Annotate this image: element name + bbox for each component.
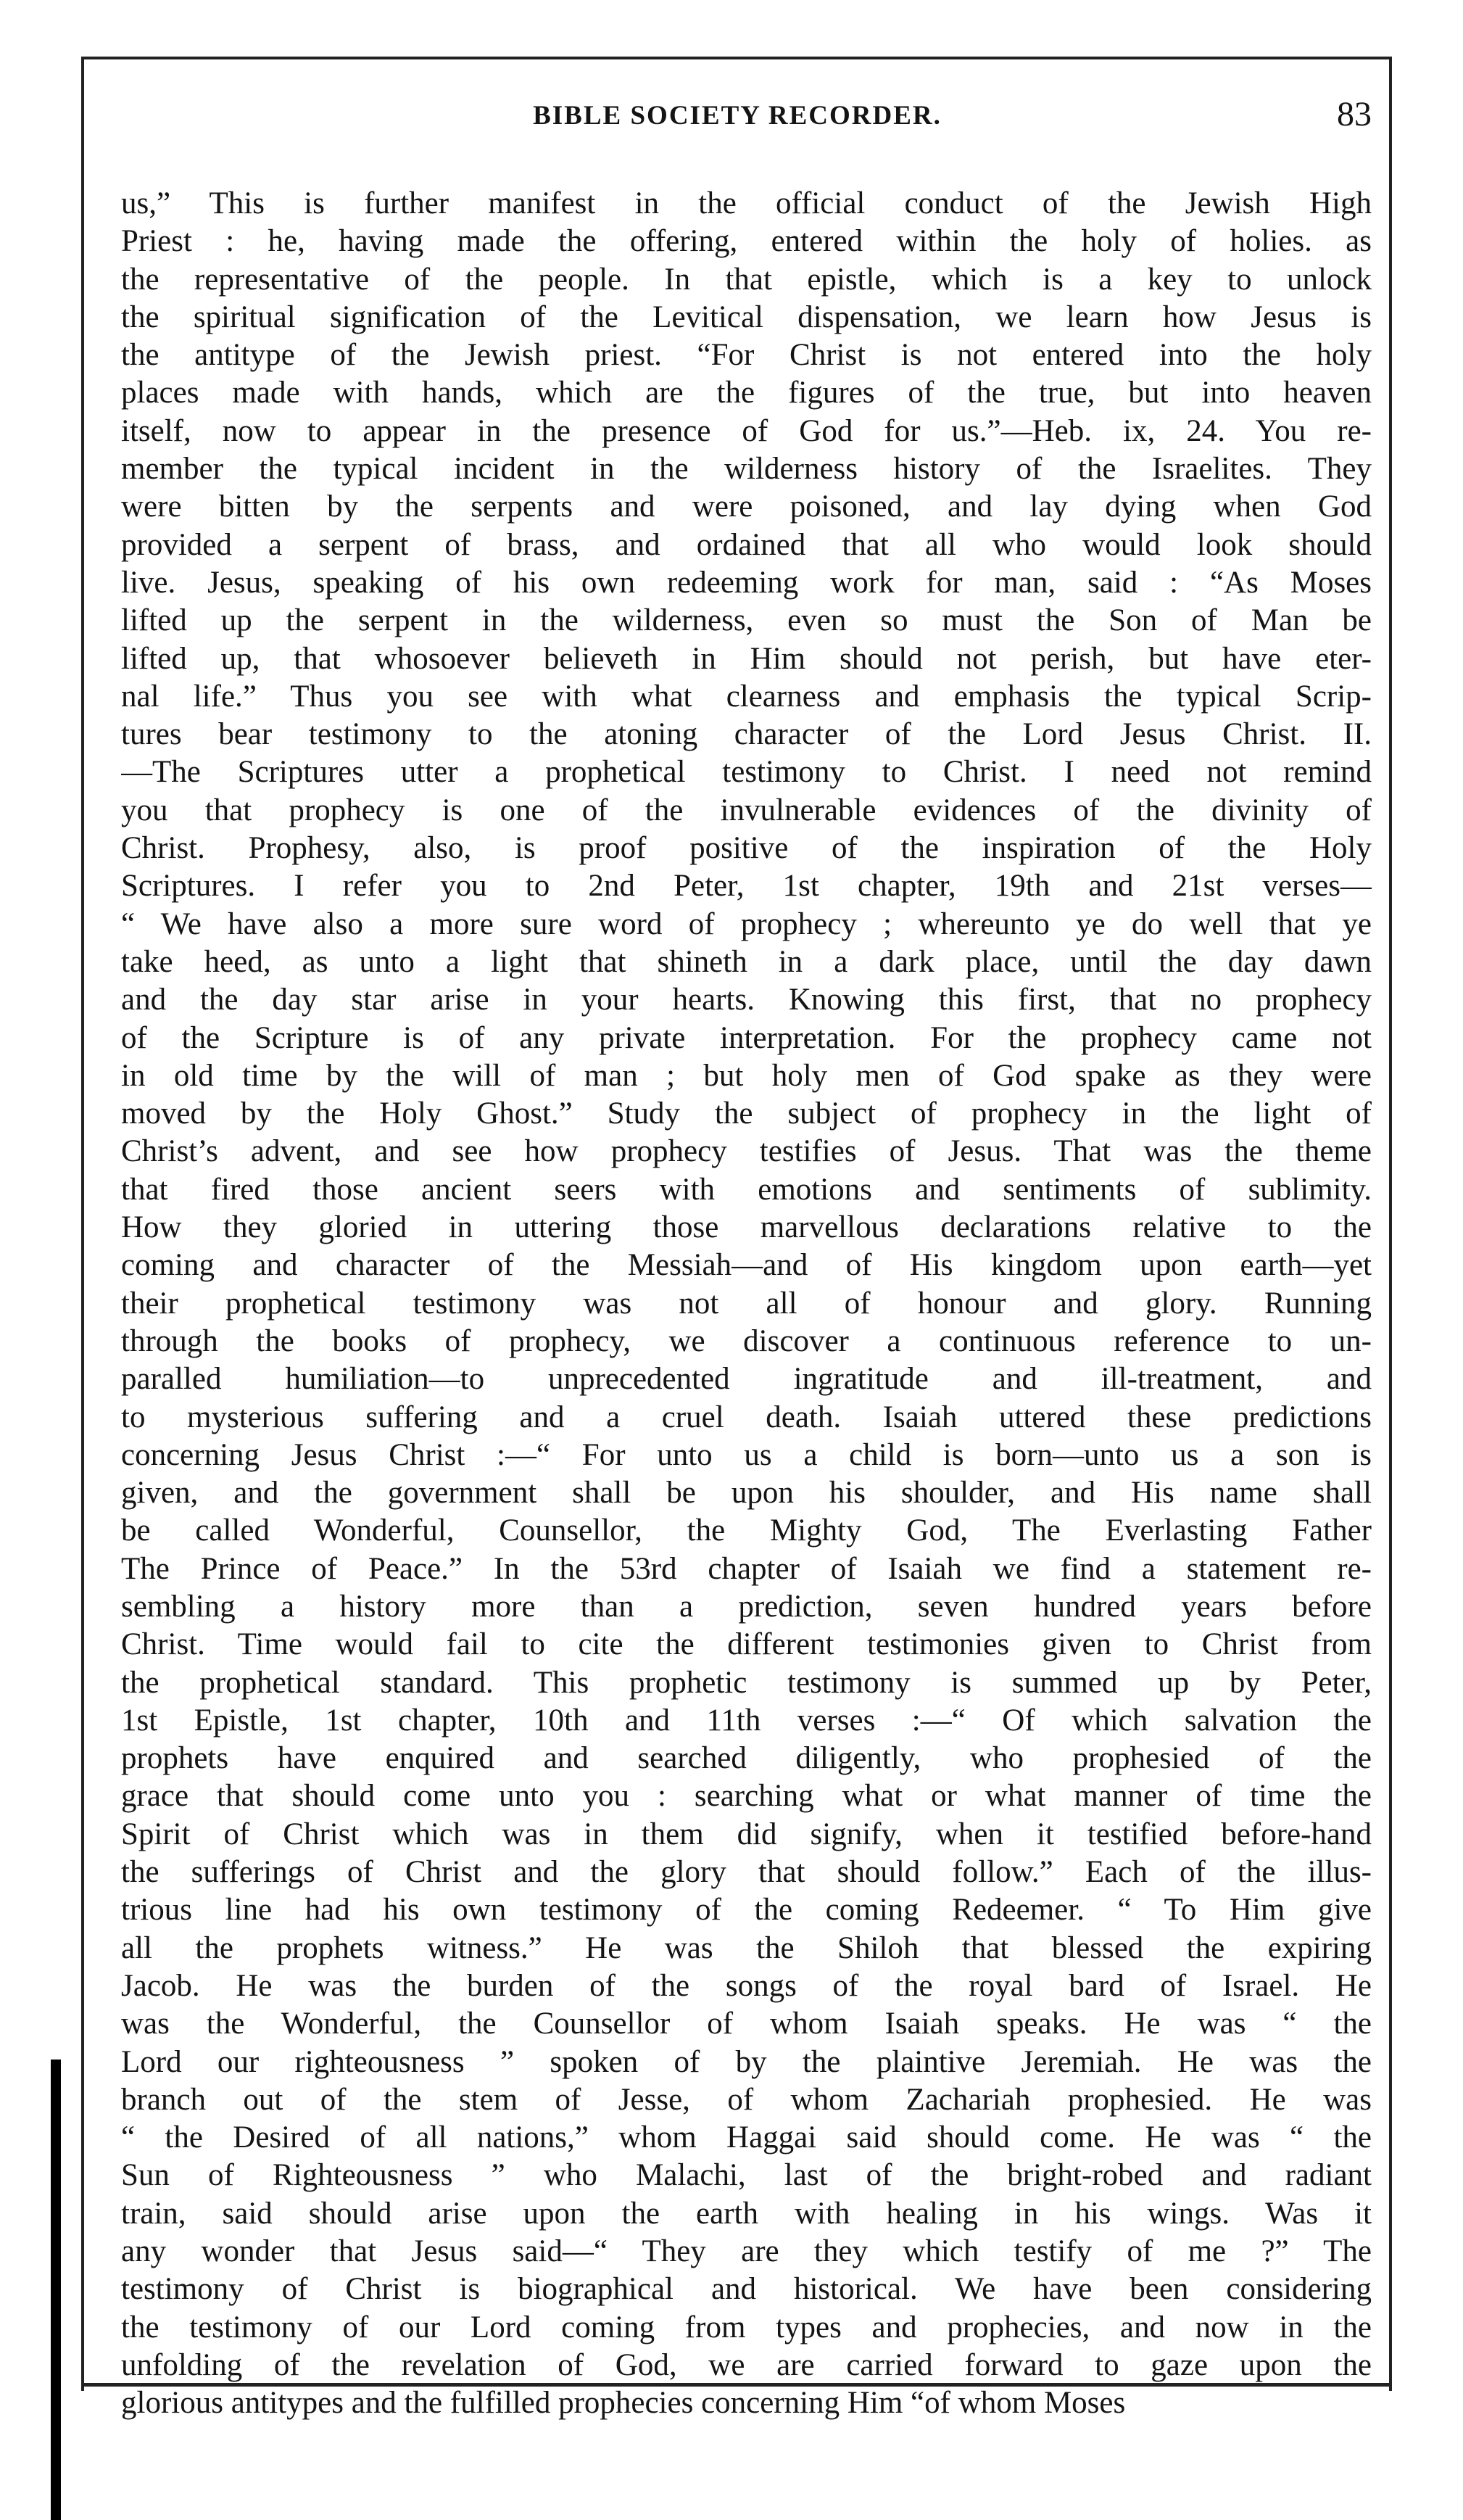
- text-line: the testimony of our Lord coming from types and prophecies, and now in the: [121, 2310, 1372, 2345]
- text-line: Priest : he, having made the offering, entered within the holy of holies. as: [121, 224, 1372, 259]
- text-line: 1st Epistle, 1st chapter, 10th and 11th verses :—“ Of which salvation the: [121, 1703, 1372, 1738]
- text-line: unfolding of the revelation of God, we are carried forward to gaze upon the: [121, 2347, 1372, 2382]
- text-line: Lord our righteousness ” spoken of by the plaintive Jeremiah. He was the: [121, 2044, 1372, 2079]
- text-line: through the books of prophecy, we discover a continuous reference to un-: [121, 1323, 1372, 1358]
- text-line: lifted up the serpent in the wilderness, even so must the Son of Man be: [121, 603, 1372, 638]
- text-line: us,” This is further manifest in the official conduct of the Jewish High: [121, 186, 1372, 220]
- text-line: Christ. Prophesy, also, is proof positive of the inspiration of the Holy: [121, 831, 1372, 866]
- text-line: in old time by the will of man ; but holy men of God spake as they were: [121, 1058, 1372, 1093]
- page-edge-shadow: [51, 2060, 61, 2520]
- text-line: take heed, as unto a light that shineth in a dark place, until the day dawn: [121, 944, 1372, 979]
- text-line: the sufferings of Christ and the glory that should follow.” Each of the illus-: [121, 1855, 1372, 1890]
- text-line: grace that should come unto you : searching what or what manner of time the: [121, 1779, 1372, 1814]
- text-line: Sun of Righteousness ” who Malachi, last of the bright-robed and radiant: [121, 2158, 1372, 2193]
- text-line: How they gloried in uttering those marvellous declarations relative to the: [121, 1210, 1372, 1245]
- text-line: The Prince of Peace.” In the 53rd chapter of Isaiah we find a statement re-: [121, 1551, 1372, 1586]
- text-line: itself, now to appear in the presence of God for us.”—Heb. ix, 24. You re-: [121, 413, 1372, 448]
- text-line: “ We have also a more sure word of prophecy ; whereunto ye do well that ye: [121, 906, 1372, 941]
- text-line: live. Jesus, speaking of his own redeeming work for man, said : “As Moses: [121, 565, 1372, 600]
- text-line: member the typical incident in the wilderness history of the Israelites. They: [121, 452, 1372, 487]
- body-text: [121, 185, 1372, 2423]
- text-line: —The Scriptures utter a prophetical testimony to Christ. I need not remind: [121, 755, 1372, 790]
- page-number: 83: [1337, 95, 1372, 133]
- text-line: coming and character of the Messiah—and of His kingdom upon earth—yet: [121, 1248, 1372, 1283]
- text-line: Jacob. He was the burden of the songs of the royal bard of Israel. He: [121, 1968, 1372, 2003]
- text-line: Christ. Time would fail to cite the different testimonies given to Christ from: [121, 1627, 1372, 1662]
- running-header: [81, 94, 1393, 138]
- text-line: of the Scripture is of any private interpretation. For the prophecy came not: [121, 1020, 1372, 1055]
- text-line: lifted up, that whosoever believeth in Him should not perish, but have eter-: [121, 641, 1372, 676]
- text-line: concerning Jesus Christ :—“ For unto us a child is born—unto us a son is: [121, 1437, 1372, 1472]
- text-line: the antitype of the Jewish priest. “For Christ is not entered into the holy: [121, 338, 1372, 373]
- text-line: be called Wonderful, Counsellor, the Mighty God, The Everlasting Father: [121, 1513, 1372, 1548]
- text-line: were bitten by the serpents and were poisoned, and lay dying when God: [121, 489, 1372, 524]
- text-line: to mysterious suffering and a cruel death. Isaiah uttered these predictions: [121, 1400, 1372, 1434]
- text-line: trious line had his own testimony of the coming Redeemer. “ To Him give: [121, 1893, 1372, 1928]
- text-line: branch out of the stem of Jesse, of whom Zachariah prophesied. He was: [121, 2082, 1372, 2117]
- text-line: paralled humiliation—to unprecedented ingratitude and ill-treatment, and: [121, 1362, 1372, 1397]
- text-line: glorious antitypes and the fulfilled prophecies concerning Him “of whom Moses: [121, 2386, 1126, 2421]
- text-line: any wonder that Jesus said—“ They are they which testify of me ?” The: [121, 2234, 1372, 2269]
- text-line: the prophetical standard. This prophetic testimony is summed up by Peter,: [121, 1665, 1372, 1700]
- text-line: you that prophecy is one of the invulnerable evidences of the divinity of: [121, 793, 1372, 827]
- text-line: moved by the Holy Ghost.” Study the subject of prophecy in the light of: [121, 1096, 1372, 1131]
- text-line: Spirit of Christ which was in them did signify, when it testified before-hand: [121, 1817, 1372, 1851]
- text-line: all the prophets witness.” He was the Shiloh that blessed the expiring: [121, 1930, 1372, 1965]
- text-line: was the Wonderful, the Counsellor of whom Isaiah speaks. He was “ the: [121, 2007, 1372, 2041]
- text-line: the spiritual signification of the Levitical dispensation, we learn how Jesus is: [121, 299, 1372, 334]
- text-line: Scriptures. I refer you to 2nd Peter, 1st chapter, 19th and 21st verses—: [121, 869, 1372, 904]
- text-line: the representative of the people. In that epistle, which is a key to unlock: [121, 262, 1372, 297]
- text-line: given, and the government shall be upon his shoulder, and His name shall: [121, 1476, 1372, 1511]
- text-line: prophets have enquired and searched diligently, who prophesied of the: [121, 1741, 1372, 1776]
- text-line: sembling a history more than a prediction, seven hundred years before: [121, 1589, 1372, 1624]
- text-line: Christ’s advent, and see how prophecy testifies of Jesus. That was the theme: [121, 1134, 1372, 1169]
- text-line: provided a serpent of brass, and ordained that all who would look should: [121, 527, 1372, 562]
- text-line: and the day star arise in your hearts. Knowing this first, that no prophecy: [121, 983, 1372, 1017]
- running-title: BIBLE SOCIETY RECORDER.: [533, 101, 942, 131]
- text-line: places made with hands, which are the figures of the true, but into heaven: [121, 376, 1372, 410]
- text-line: testimony of Christ is biographical and historical. We have been considering: [121, 2272, 1372, 2307]
- text-line: train, said should arise upon the earth with healing in his wings. Was it: [121, 2196, 1372, 2231]
- text-line: tures bear testimony to the atoning character of the Lord Jesus Christ. II.: [121, 717, 1372, 752]
- text-line: that fired those ancient seers with emotions and sentiments of sublimity.: [121, 1172, 1372, 1207]
- text-line: their prophetical testimony was not all of honour and glory. Running: [121, 1286, 1372, 1321]
- text-line: nal life.” Thus you see with what clearness and emphasis the typical Scrip-: [121, 679, 1372, 714]
- text-line: “ the Desired of all nations,” whom Haggai said should come. He was “ the: [121, 2120, 1372, 2155]
